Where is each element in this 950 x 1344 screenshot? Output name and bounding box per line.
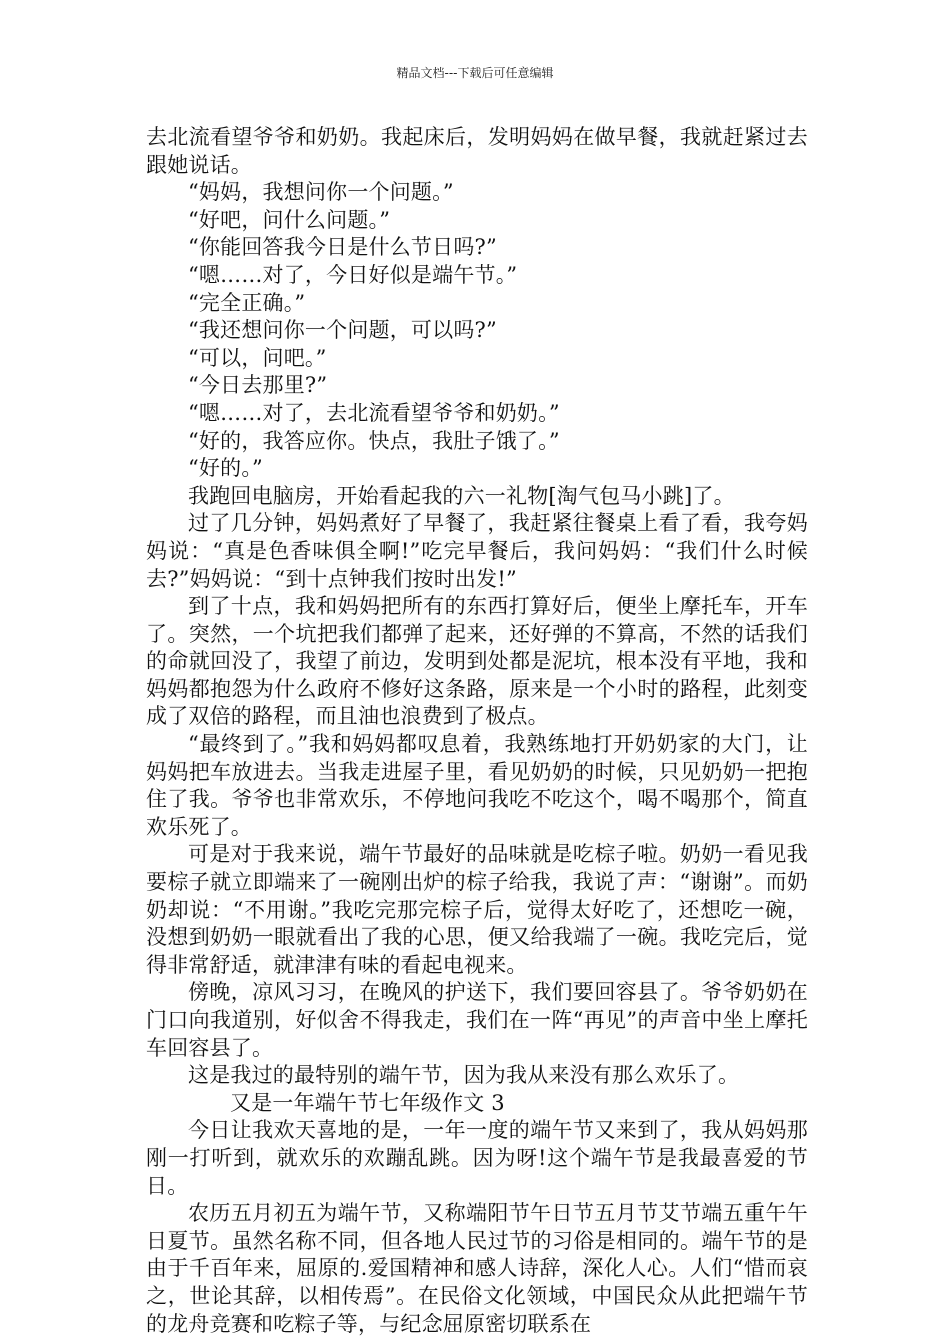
page-header: 精品文档---下载后可任意编辑 bbox=[396, 66, 554, 80]
paragraph-13: 我跑回电脑房，开始看起我的六一礼物[淘气包马小跳]了。 bbox=[188, 483, 735, 508]
document-body bbox=[146, 124, 808, 1338]
paragraph-15: 到了十点，我和妈妈把所有的东西打算好后，便坐上摩托车，开车了。突然，一个坑把我们都弹了起来，还好弹的不算高，不然的话我们的命就回没了，我望了前边，发明到处都是泥坑，根本没有平地，我和妈妈都抱怨为什么政府不修好这条路，原来是一个小时的路程，此刻变成了双倍的路程，而且油也浪费到了极点。 bbox=[146, 594, 808, 729]
paragraph-18: 傍晚，凉风习习，在晚风的护送下，我们要回容县了。爷爷奶奶在门口向我道别，好似舍不得我走，我们在一阵“再见”的声音中坐上摩托车回容县了。 bbox=[146, 980, 808, 1060]
paragraph-8: “可以，问吧。” bbox=[188, 345, 327, 370]
paragraph-17: 可是对于我来说，端午节最好的品味就是吃棕子啦。奶奶一看见我要棕子就立即端来了一碗刚出炉的棕子给我，我说了声：“谢谢”。而奶奶却说：“不用谢。”我吃完那完棕子后，觉得太好吃了，还想吃一碗，没想到奶奶一眼就看出了我的心思，便又给我端了一碗。我吃完后，觉得非常舒适，就津津有味的看起电视来。 bbox=[146, 842, 808, 977]
paragraph-5: “嗯……对了，今日好似是端午节。” bbox=[188, 262, 518, 287]
paragraph-11: “好的，我答应你。快点，我肚子饿了。” bbox=[188, 428, 560, 453]
paragraph-4: “你能回答我今日是什么节日吗?” bbox=[188, 235, 497, 260]
paragraph-12: “好的。” bbox=[188, 456, 263, 481]
paragraph-1: 去北流看望爷爷和奶奶。我起床后，发明妈妈在做早餐，我就赶紧过去跟她说话。 bbox=[146, 125, 808, 177]
paragraph-7: “我还想问你一个问题，可以吗?” bbox=[188, 318, 497, 343]
paragraph-6: “完全正确。” bbox=[188, 290, 306, 315]
paragraph-3: “好吧，问什么问题。” bbox=[188, 207, 391, 232]
paragraph-2: “妈妈，我想问你一个问题。” bbox=[188, 180, 454, 205]
section-heading: 又是一年端午节七年级作文 3 bbox=[230, 1090, 505, 1115]
paragraph-21: 农历五月初五为端午节，又称端阳节午日节五月节艾节端五重午午日夏节。虽然名称不同，但各地人民过节的习俗是相同的。端午节的是由于千百年来，屈原的.爱国精神和感人诗辞，深化人心。人们“惜而哀之，世论其辞，以相传焉”。在民俗文化领域，中国民众从此把端午节的龙舟竞赛和吃粽子等，与纪念屈原密切联系在 bbox=[146, 1201, 808, 1336]
paragraph-19: 这是我过的最特别的端午节，因为我从来没有那么欢乐了。 bbox=[188, 1063, 740, 1088]
paragraph-16: “最终到了。”我和妈妈都叹息着，我熟练地打开奶奶家的大门，让妈妈把车放进去。当我走进屋子里，看见奶奶的时候，只见奶奶一把抱住了我。爷爷也非常欢乐，不停地问我吃不吃这个，喝不喝那个，简直欢乐死了。 bbox=[146, 732, 808, 839]
paragraph-14: 过了几分钟，妈妈煮好了早餐了，我赶紧往餐桌上看了看，我夸妈妈说：“真是色香味俱全啊!”吃完早餐后，我问妈妈：“我们什么时候去?”妈妈说：“到十点钟我们按时出发!” bbox=[146, 511, 808, 591]
paragraph-10: “嗯……对了，去北流看望爷爷和奶奶。” bbox=[188, 400, 560, 425]
paragraph-20: 今日让我欢天喜地的是，一年一度的端午节又来到了，我从妈妈那刚一打听到，就欢乐的欢蹦乱跳。因为呀!这个端午节是我最喜爱的节日。 bbox=[146, 1118, 808, 1198]
paragraph-9: “今日去那里?” bbox=[188, 373, 328, 398]
